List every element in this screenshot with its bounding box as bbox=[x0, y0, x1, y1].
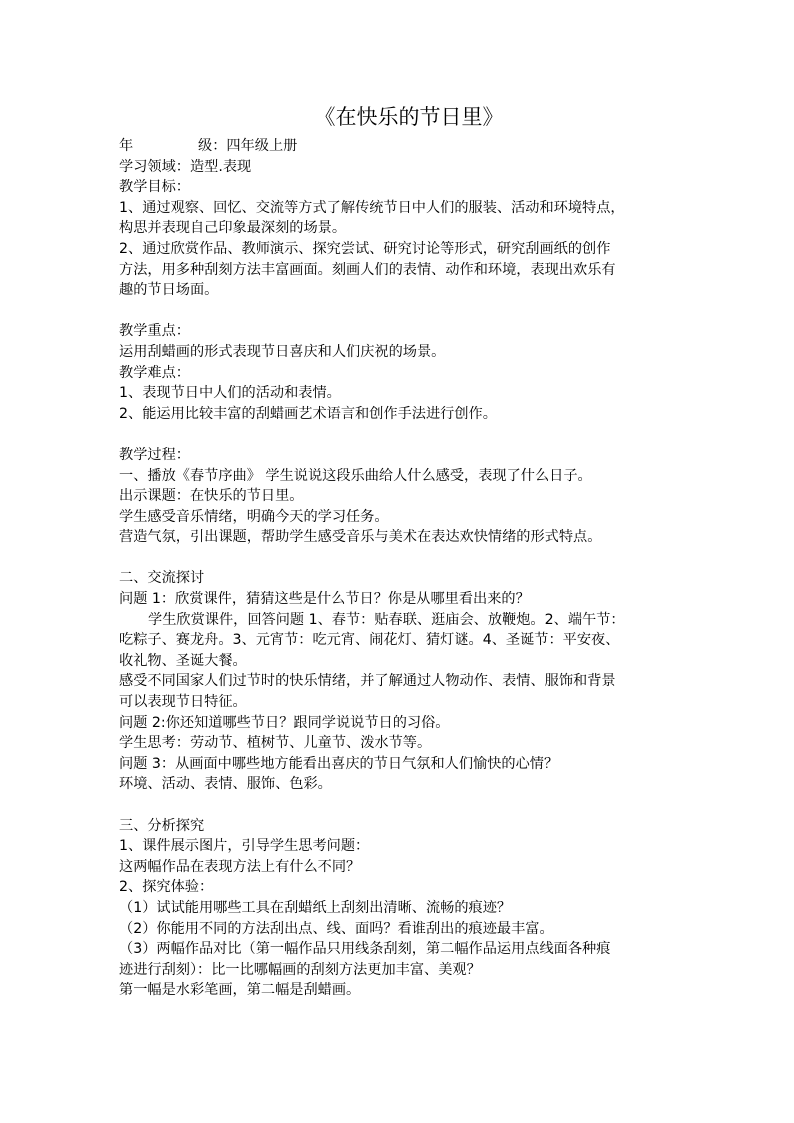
spacer bbox=[119, 548, 689, 569]
process-line-2: 出示课题：在快乐的节日里。 bbox=[119, 488, 304, 505]
domain-line: 学习领域：造型.表现 bbox=[119, 158, 252, 175]
section3-item-2: 2、探究体验： bbox=[119, 879, 214, 896]
goal2-line1: 2、通过欣赏作品、教师演示、探究尝试、研究讨论等形式，研究刮画纸的创作 bbox=[119, 240, 611, 257]
spacer bbox=[119, 795, 689, 816]
difficulty-item-1: 1、表现节日中人们的活动和表情。 bbox=[119, 385, 341, 402]
answer-1-line1: 学生欣赏课件，回答问题 1、春节：贴春联、逛庙会、放鞭炮。2、端午节： bbox=[148, 611, 625, 628]
spacer bbox=[119, 301, 689, 322]
section3-item-2a: （1）试试能用哪些工具在刮蜡纸上刮刻出清晰、流畅的痕迹？ bbox=[119, 899, 512, 916]
goal2-line3: 趣的节日场面。 bbox=[119, 282, 219, 299]
spacer bbox=[119, 424, 689, 445]
section3-item-2c-line1: （3）两幅作品对比（第一幅作品只用线条刮刻，第二幅作品运用点线面各种痕 bbox=[119, 941, 611, 958]
grade-label-b: 级： bbox=[198, 138, 227, 154]
feeling-line2: 可以表现节日特征。 bbox=[119, 694, 247, 711]
answer-1-line3: 收礼物、圣诞大餐。 bbox=[119, 652, 247, 669]
process-heading: 教学过程： bbox=[119, 446, 190, 463]
process-line-3: 学生感受音乐情绪，明确今天的学习任务。 bbox=[119, 508, 389, 525]
goals-heading: 教学目标： bbox=[119, 179, 190, 196]
question-1: 问题 1：欣赏课件，猜猜这些是什么节日？你是从哪里看出来的？ bbox=[119, 591, 530, 608]
section3-item-1b: 这两幅作品在表现方法上有什么不同？ bbox=[119, 858, 361, 875]
section2-heading: 二、交流探讨 bbox=[119, 570, 205, 587]
answer-2: 学生思考：劳动节、植树节、儿童节、泼水节等。 bbox=[119, 735, 432, 752]
question-3: 问题 3：从画面中哪些地方能看出喜庆的节日气氛和人们愉快的心情？ bbox=[119, 755, 559, 772]
feeling-line1: 感受不同国家人们过节时的快乐情绪，并了解通过人物动作、表情、服饰和背景 bbox=[119, 673, 616, 690]
section3-item-2b: （2）你能用不同的方法刮出点、线、面吗？看谁刮出的痕迹最丰富。 bbox=[119, 920, 554, 937]
goal1-line1: 1、通过观察、回忆、交流等方式了解传统节日中人们的服装、活动和环境特点， bbox=[119, 199, 625, 216]
section3-conclusion: 第一幅是水彩笔画，第二幅是刮蜡画。 bbox=[119, 982, 361, 999]
question-2: 问题 2:你还知道哪些节日？跟同学说说节日的习俗。 bbox=[119, 714, 450, 731]
goal1-line2: 构思并表现自己印象最深刻的场景。 bbox=[119, 220, 347, 237]
document-page bbox=[119, 102, 689, 1001]
document-title: 《在快乐的节日里》 bbox=[314, 105, 504, 129]
difficulty-heading: 教学难点： bbox=[119, 364, 190, 381]
section3-item-2c-line2: 迹进行刮刻）：比一比哪幅画的刮刻方法更加丰富、美观？ bbox=[119, 961, 481, 978]
grade-value: 四年级上册 bbox=[226, 138, 298, 154]
process-line-4: 营造气氛，引出课题，帮助学生感受音乐与美术在表达欢快情绪的形式特点。 bbox=[119, 529, 602, 546]
section3-item-1: 1、课件展示图片，引导学生思考问题： bbox=[119, 838, 370, 855]
answer-3: 环境、活动、表情、服饰、色彩。 bbox=[119, 776, 332, 793]
goal2-line2: 方法，用多种刮刻方法丰富画面。刻画人们的表情、动作和环境，表现出欢乐有 bbox=[119, 261, 616, 278]
section3-heading: 三、分析探究 bbox=[119, 817, 205, 834]
difficulty-item-2: 2、能运用比较丰富的刮蜡画艺术语言和创作手法进行创作。 bbox=[119, 405, 497, 422]
grade-label-a: 年 bbox=[119, 138, 134, 154]
grade-line bbox=[119, 136, 689, 157]
process-line-1: 一、播放《春节序曲》 学生说说这段乐曲给人什么感受，表现了什么日子。 bbox=[119, 467, 592, 484]
key-heading: 教学重点： bbox=[119, 323, 190, 340]
answer-1-line2: 吃粽子、赛龙舟。3、元宵节：吃元宵、闹花灯、猜灯谜。4、圣诞节：平安夜、 bbox=[119, 632, 620, 649]
key-text: 运用刮蜡画的形式表现节日喜庆和人们庆祝的场景。 bbox=[119, 343, 446, 360]
